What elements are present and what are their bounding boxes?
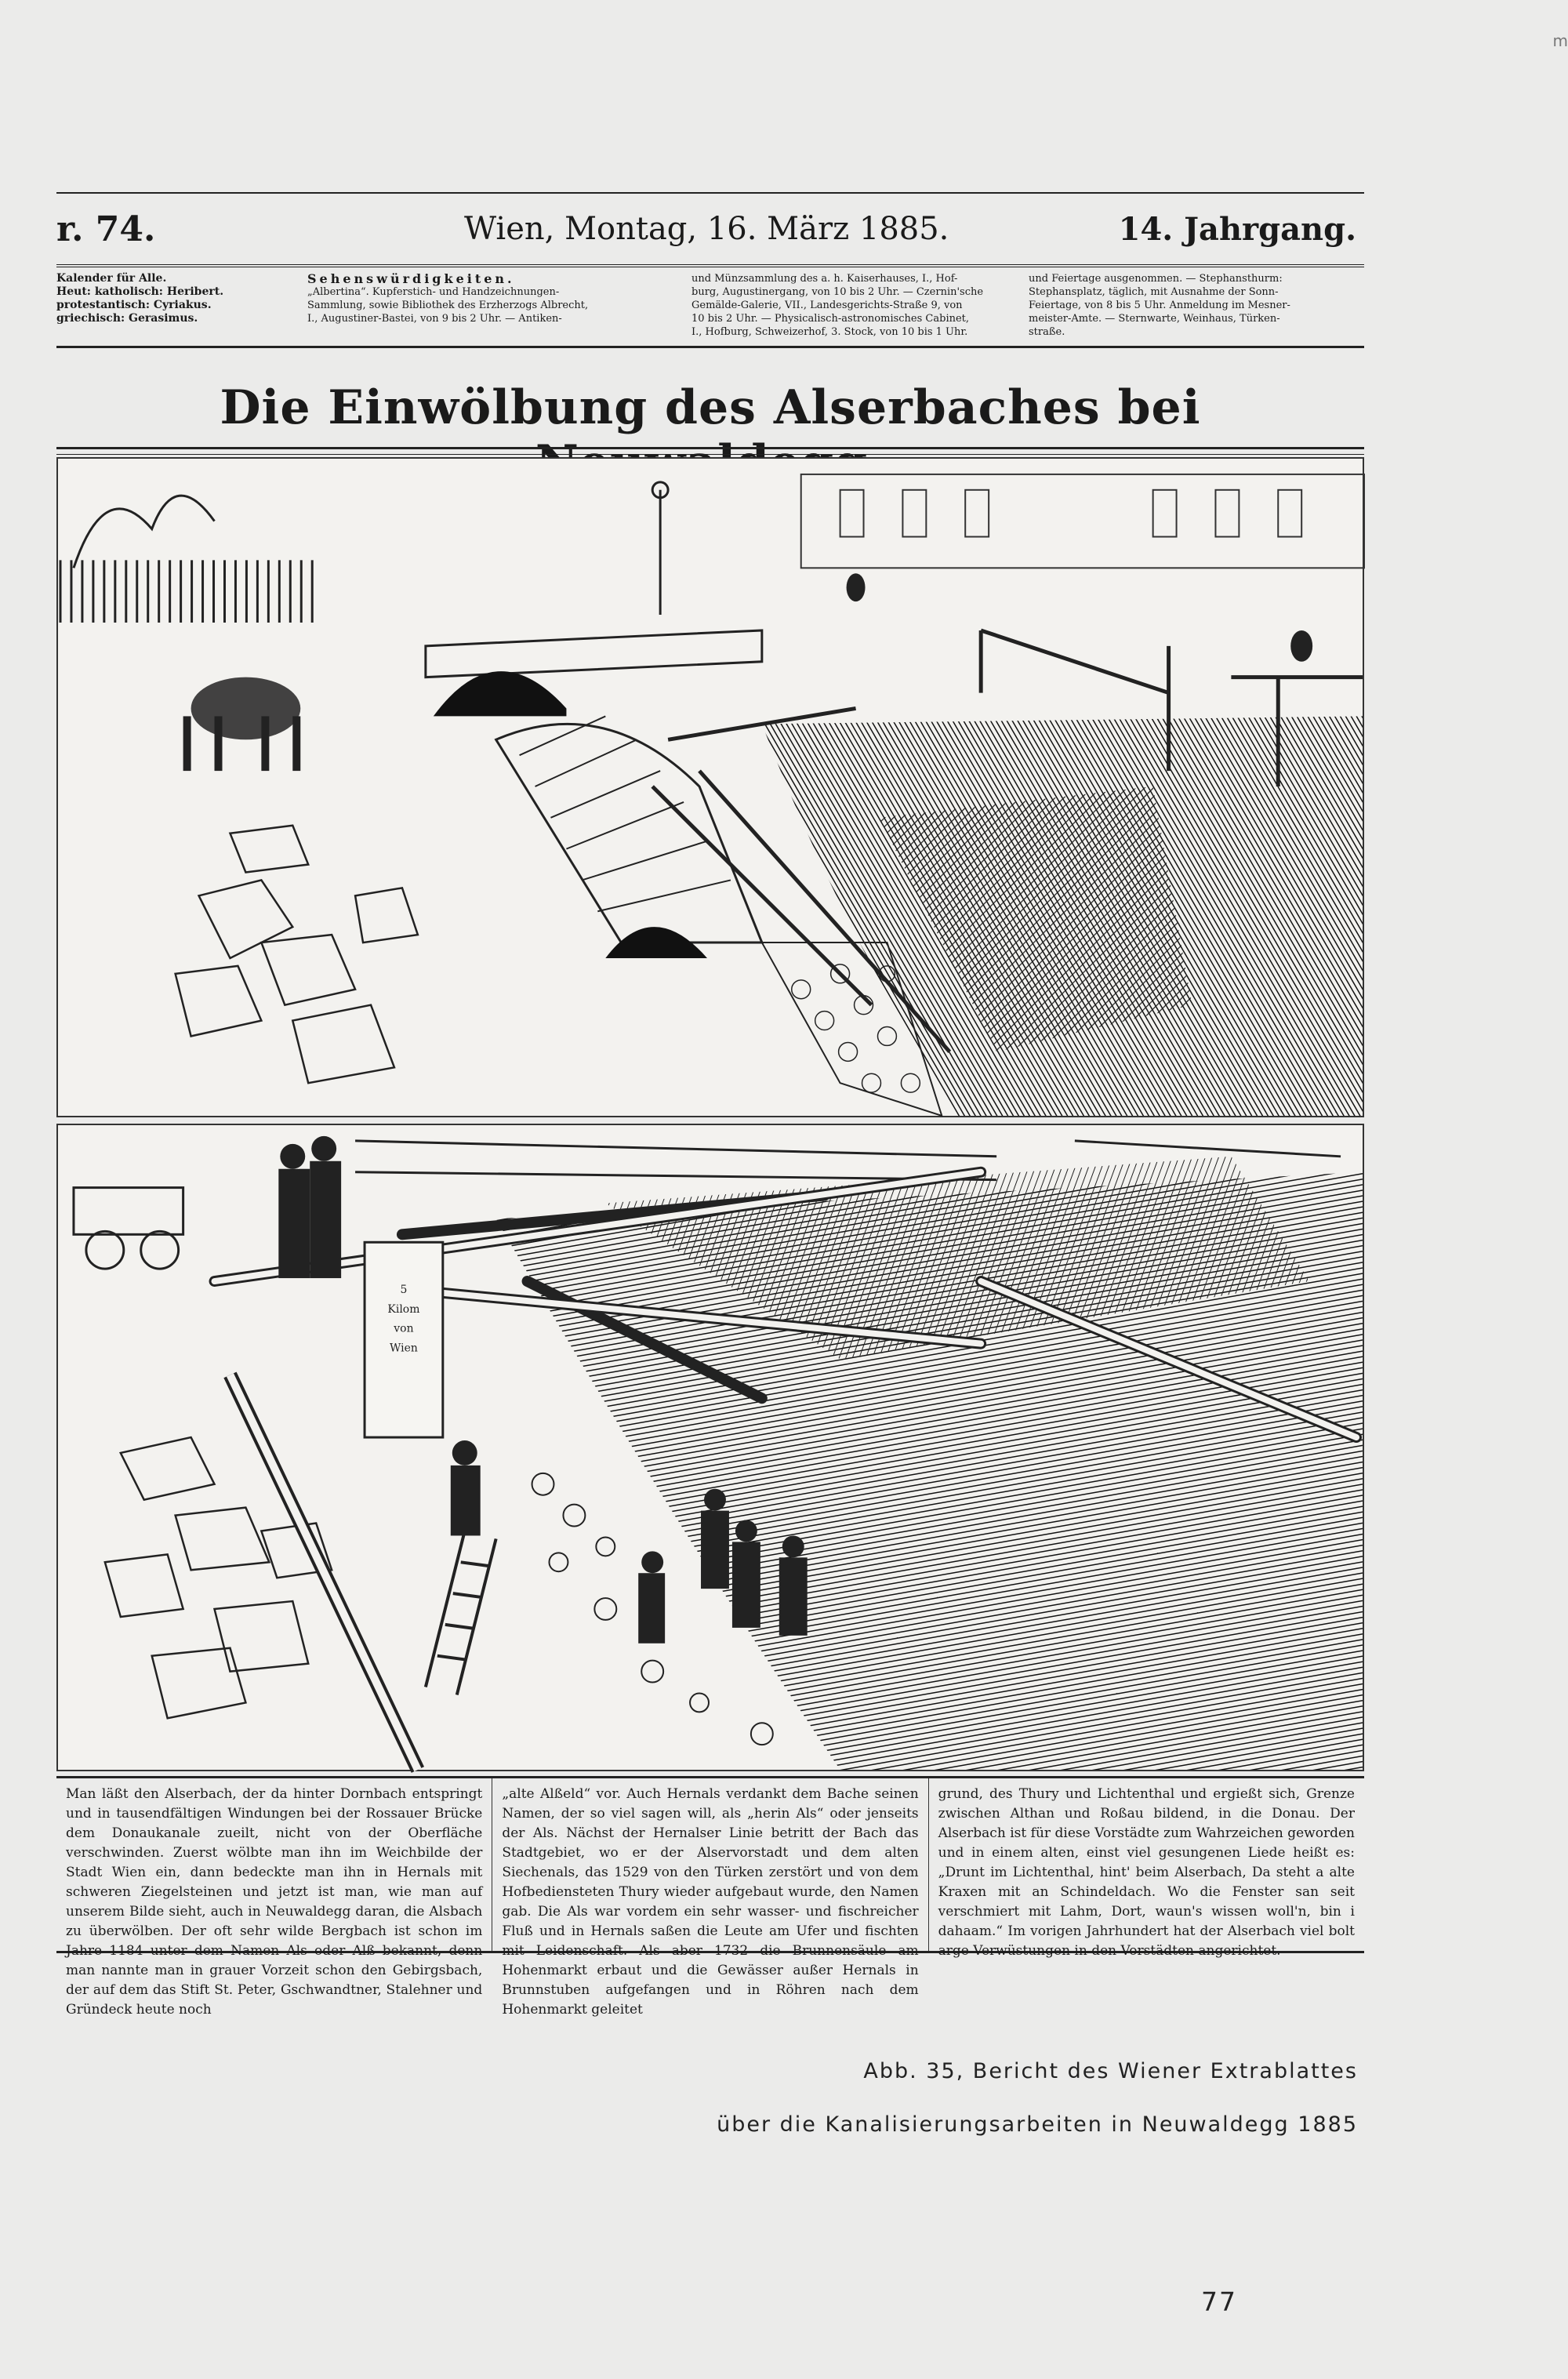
article-column-3: grund, des Thury und Lichtenthal und ergießt sich, Grenze zwischen Althan und Roßau bildend, in die Donau. Der Alserbach ist für diese Vorstädte zum Wahrzeichen geworden und in einem alten, einst viel gesungenen Liede heißt es: „Drunt im Lichtenthal, hint' beim Alserbach, Da steht a alte Kraxen mit an Schindeldach. Wo die Fenster san seit verschmiert mit Lahm, Dort, waun's wissen woll'n, bin i dahaam.“ Im vorigen Jahrhundert hat der Alserbach viel bolt arge Verwüstungen in den Vorstädten angerichtet. <box>928 1778 1364 1951</box>
volume: 14. Jahrgang. <box>1118 210 1356 248</box>
calendar-line: Feiertage, von 8 bis 5 Uhr. Anmeldung im Mesner- <box>1029 300 1290 311</box>
engraving-trench-workers <box>58 1125 1363 1770</box>
figure-caption-line-2: über die Kanalisierungsarbeiten in Neuwaldegg 1885 <box>717 2112 1358 2137</box>
milestone-line: Kilom <box>387 1302 420 1316</box>
figure-caption-line-1: Abb. 35, Bericht des Wiener Extrablattes <box>863 2059 1358 2083</box>
calendar-column-sights <box>307 272 684 325</box>
engraving-culvert-construction <box>58 459 1363 1116</box>
calendar-line: 10 bis 2 Uhr. — Physicalisch-astronomisches Cabinet, <box>691 313 970 325</box>
calendar-line: burg, Augustinergang, von 10 bis 2 Uhr. — Czernin'sche <box>691 286 984 298</box>
headline-rule <box>56 447 1364 455</box>
issue-number: r. 74. <box>56 209 156 249</box>
calendar-line: Stephansplatz, täglich, mit Ausnahme der Sonn- <box>1029 286 1279 298</box>
calendar-strip <box>56 267 1364 348</box>
calendar-column-tower <box>1029 272 1364 339</box>
page-number: 77 <box>1201 2286 1237 2317</box>
article-body <box>56 1776 1364 2018</box>
calendar-line: I., Augustiner-Bastei, von 9 bis 2 Uhr. — Antiken- <box>307 313 562 325</box>
calendar-line: Gemälde-Galerie, VII., Landesgerichts-Straße 9, von <box>691 300 963 311</box>
calendar-line: Kalender für Alle. <box>56 272 167 285</box>
milestone-line: Wien <box>390 1342 418 1355</box>
calendar-line: „Albertina“. Kupferstich- und Handzeichnungen- <box>307 286 560 298</box>
milestone-line: 5 <box>400 1283 408 1296</box>
calendar-line: griechisch: Gerasimus. <box>56 312 198 325</box>
illustration-lower <box>56 1124 1364 1771</box>
article-headline: Die Einwölbung des Alserbaches bei <box>220 380 1201 435</box>
article-column-2: „alte Alßeld“ vor. Auch Hernals verdankt dem Bache seinen Namen, der so viel sagen will, als „herin Als“ oder jenseits der Als. Nächst der Hernalser Linie betritt der Bach das Stadtgebiet, wo er der Alservorstadt und dem alten Siechenals, das 1529 von den Türken zerstört und von dem Hofbediensteten Thury wieder aufgebaut wurde, den Namen gab. Die Als war vordem ein sehr wasser- und fischreicher Fluß und in Hernals saßen die Leute am Ufer und fischten mit Leidenschaft. Als aber 1732 die Brunnensäule am Hohenmarkt erbaut und die Gewässer außer Hernals in Brunnstuben aufgefangen und in Röhren nach dem Hohenmarkt geleitet <box>492 1778 927 1951</box>
calendar-line: straße. <box>1029 326 1065 338</box>
calendar-line: und Münzsammlung des a. h. Kaiserhauses, I., Hof- <box>691 273 958 285</box>
milestone-line: von <box>394 1322 414 1335</box>
calendar-line: protestantisch: Cyriakus. <box>56 299 212 311</box>
calendar-line: und Feiertage ausgenommen. — Stephansthurm: <box>1029 273 1283 285</box>
masthead <box>56 192 1364 267</box>
calendar-line: meister-Amte. — Sternwarte, Weinhaus, Türken- <box>1029 313 1280 325</box>
calendar-line: Heut: katholisch: Heribert. <box>56 285 224 298</box>
calendar-line: I., Hofburg, Schweizerhof, 3. Stock, von 10 bis 1 Uhr. <box>691 326 968 338</box>
calendar-column-museums <box>691 272 1021 339</box>
article-column-1: Man läßt den Alserbach, der da hinter Dornbach entspringt und in tausendfältigen Windungen bei der Rossauer Brücke dem Donaukanale zueilt, nicht von der Oberfläche verschwinden. Zuerst wölbte man ihn im Weichbilde der Stadt Wien ein, dann bedeckte man ihn in Hernals mit schweren Ziegelsteinen und jetzt ist man, wie man auf unserem Bilde sieht, auch in Neuwaldegg daran, die Alsbach zu überwölben. Der oft sehr wilde Bergbach ist schon im Jahre 1184 unter dem Namen Als oder Alß bekannt, denn man nannte man in grauer Vorzeit schon den Gebirgsbach, der auf dem das Stift St. Peter, Gschwandtner, Stalehner und Gründeck heute noch <box>66 1786 483 2018</box>
calendar-line: Sammlung, sowie Bibliothek des Erzherzogs Albrecht, <box>307 300 589 311</box>
newspaper-clipping <box>56 176 1364 2018</box>
illustration-upper <box>56 457 1364 1117</box>
calendar-heading: Sehenswürdigkeiten. <box>307 271 515 286</box>
calendar-column-saints <box>56 272 292 325</box>
corner-mark: m <box>1552 31 1568 50</box>
place-date: Wien, Montag, 16. März 1885. <box>464 211 949 247</box>
